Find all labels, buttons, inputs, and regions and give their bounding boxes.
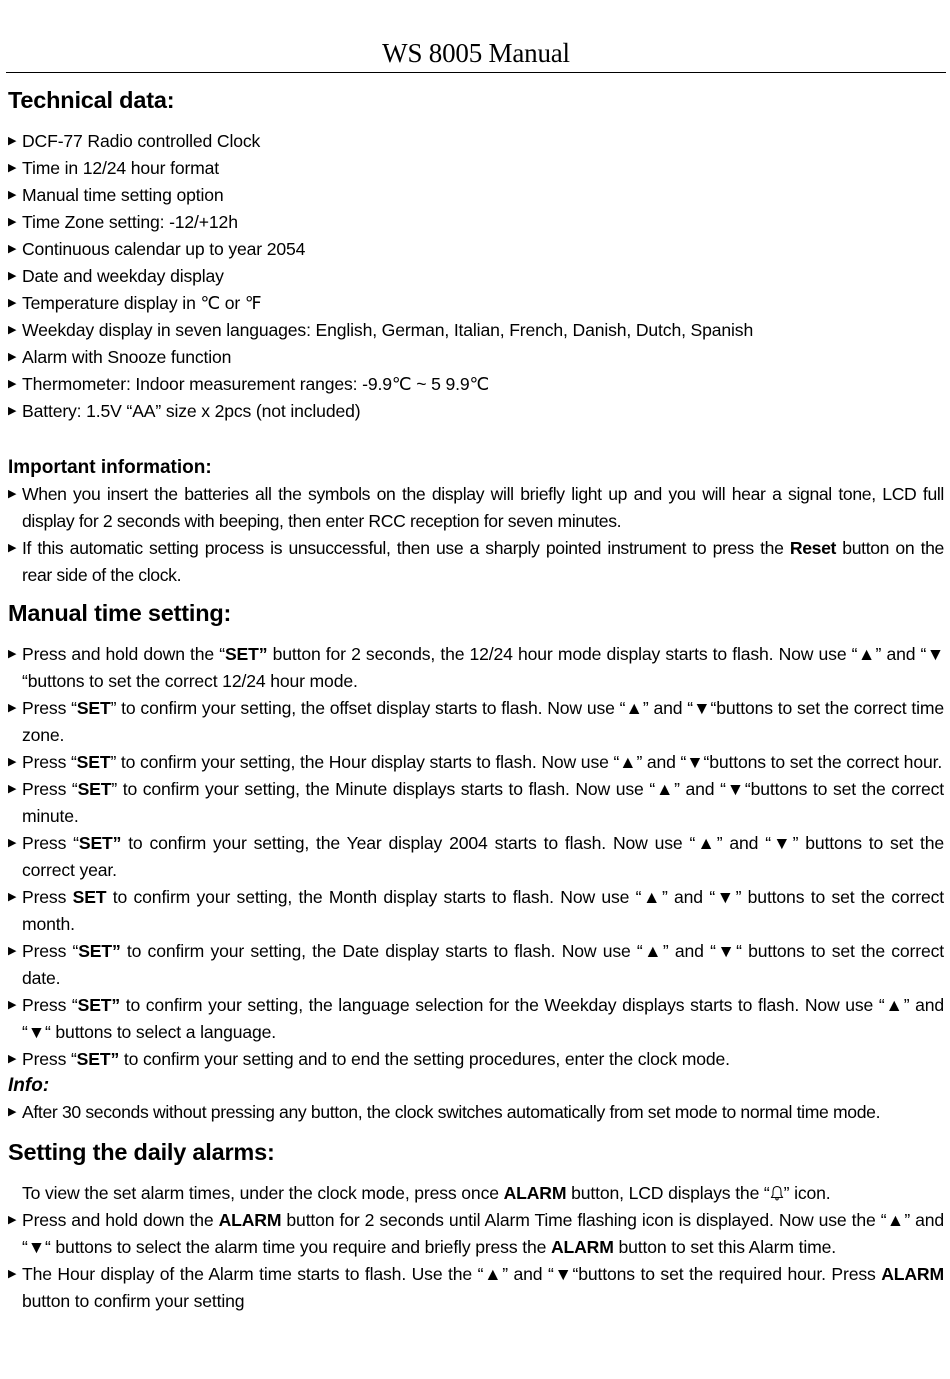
list-item: ▶ Press SET to confirm your setting, the Month display starts to flash. Now use “▲” and “▼” buttons to set the correct month. xyxy=(8,884,944,938)
list-item: ▶ DCF-77 Radio controlled Clock xyxy=(8,128,944,155)
set-button-label: SET xyxy=(72,887,107,907)
bullet-triangle-icon: ▶ xyxy=(8,999,17,1011)
bullet-triangle-icon: ▶ xyxy=(8,488,17,500)
manual-steps-list xyxy=(8,641,944,1073)
bullet-triangle-icon: ▶ xyxy=(8,1106,17,1118)
list-item: ▶ Press “SET” to confirm your setting, the Minute displays starts to flash. Now use “▲” and “▼“buttons to set the correct minute. xyxy=(8,776,944,830)
list-item: ▶ Alarm with Snooze function xyxy=(8,344,944,371)
section-important-information xyxy=(8,455,944,589)
bullet-triangle-icon: ▶ xyxy=(8,783,17,795)
list-item: ▶ After 30 seconds without pressing any button, the clock switches automatically from set mode to normal time mode. xyxy=(8,1099,944,1126)
document-body xyxy=(8,82,944,1315)
list-item: ▶ Battery: 1.5V “AA” size x 2pcs (not included) xyxy=(8,398,944,425)
set-button-label: SET” xyxy=(224,644,268,664)
bullet-triangle-icon: ▶ xyxy=(8,270,17,282)
bullet-triangle-icon: ▶ xyxy=(8,216,17,228)
bullet-triangle-icon: ▶ xyxy=(8,1268,17,1280)
bullet-triangle-icon: ▶ xyxy=(8,162,17,174)
section-heading: Technical data: xyxy=(8,87,175,113)
bullet-triangle-icon: ▶ xyxy=(8,189,17,201)
bullet-triangle-icon: ▶ xyxy=(8,945,17,957)
list-item: ▶ Press and hold down the ALARM button for 2 seconds until Alarm Time flashing icon is displayed. Now use the “▲” and “▼“ buttons to select the alarm time you require and briefly press the ALARM button to set this Alarm time. xyxy=(8,1207,944,1261)
bullet-triangle-icon: ▶ xyxy=(8,1053,17,1065)
bullet-triangle-icon: ▶ xyxy=(8,542,17,554)
info-list xyxy=(8,1099,944,1126)
list-item: ▶ Press “SET” to confirm your setting, the Year display 2004 starts to flash. Now use “▲” and “▼” buttons to set the correct year. xyxy=(8,830,944,884)
set-button-label: SET” xyxy=(78,941,121,961)
set-button-label: SET” xyxy=(78,833,122,853)
set-button-label: SET xyxy=(76,698,111,718)
list-item: ▶ Press “SET” to confirm your setting, the language selection for the Weekday displays starts to flash. Now use “▲” and “▼“ buttons to select a language. xyxy=(8,992,944,1046)
list-item: ▶ Thermometer: Indoor measurement ranges: -9.9℃ ~ 5 9.9℃ xyxy=(8,371,944,398)
alarm-button-label: ALARM xyxy=(503,1183,567,1203)
bullet-triangle-icon: ▶ xyxy=(8,891,17,903)
alarm-steps-list xyxy=(8,1207,944,1315)
list-item: ▶ When you insert the batteries all the symbols on the display will briefly light up and you will hear a signal tone, LCD full display for 2 seconds with beeping, then enter RCC reception for seven minutes. xyxy=(8,481,944,535)
list-item: ▶ Press “SET” to confirm your setting, the offset display starts to flash. Now use “▲” and “▼“buttons to set the correct time zone. xyxy=(8,695,944,749)
important-list xyxy=(8,481,944,589)
bullet-triangle-icon: ▶ xyxy=(8,135,17,147)
section-heading: Manual time setting: xyxy=(8,600,232,626)
list-item: ▶ Temperature display in ℃ or ℉ xyxy=(8,290,944,317)
set-button-label: SET” xyxy=(77,995,121,1015)
list-item: ▶ Manual time setting option xyxy=(8,182,944,209)
section-info xyxy=(8,1073,944,1126)
reset-button-label: Reset xyxy=(789,538,837,558)
spacer xyxy=(8,425,944,455)
alarm-intro: To view the set alarm times, under the clock mode, press once ALARM button, LCD displays the “ ” icon. xyxy=(22,1183,831,1203)
bullet-triangle-icon: ▶ xyxy=(8,648,17,660)
list-item: ▶ Time in 12/24 hour format xyxy=(8,155,944,182)
bullet-triangle-icon: ▶ xyxy=(8,243,17,255)
list-item: ▶ If this automatic setting process is unsuccessful, then use a sharply pointed instrument to press the Reset button on the rear side of the clock. xyxy=(8,535,944,589)
section-heading: Important information: xyxy=(8,457,212,478)
section-manual-time-setting xyxy=(8,595,944,1073)
bullet-triangle-icon: ▶ xyxy=(8,297,17,309)
technical-list xyxy=(8,128,944,425)
bullet-triangle-icon: ▶ xyxy=(8,405,17,417)
list-item: ▶ Date and weekday display xyxy=(8,263,944,290)
list-item: ▶ Continuous calendar up to year 2054 xyxy=(8,236,944,263)
page-title: WS 8005 Manual xyxy=(382,38,570,68)
list-item: ▶ Time Zone setting: -12/+12h xyxy=(8,209,944,236)
section-technical-data xyxy=(8,82,944,425)
list-item: ▶ Press and hold down the “SET” button for 2 seconds, the 12/24 hour mode display starts to flash. Now use “▲” and “▼ “buttons to set the correct 12/24 hour mode. xyxy=(8,641,944,695)
alarm-button-label: ALARM xyxy=(550,1237,614,1257)
section-daily-alarms xyxy=(8,1134,944,1315)
list-item: ▶ Press “SET” to confirm your setting and to end the setting procedures, enter the clock mode. xyxy=(8,1046,944,1073)
set-button-label: SET” xyxy=(76,1049,120,1069)
list-item: ▶ Weekday display in seven languages: English, German, Italian, French, Danish, Dutch, Spanish xyxy=(8,317,944,344)
set-button-label: SET xyxy=(76,752,111,772)
bullet-triangle-icon: ▶ xyxy=(8,1214,17,1226)
bullet-triangle-icon: ▶ xyxy=(8,837,17,849)
set-button-label: SET xyxy=(77,779,112,799)
list-item: ▶ Press “SET” to confirm your setting, the Date display starts to flash. Now use “▲” and “▼“ buttons to set the correct date. xyxy=(8,938,944,992)
alarm-button-label: ALARM xyxy=(218,1210,282,1230)
alarm-button-label: ALARM xyxy=(881,1264,944,1284)
bell-icon xyxy=(770,1185,784,1201)
bullet-triangle-icon: ▶ xyxy=(8,756,17,768)
section-heading: Info: xyxy=(8,1075,50,1096)
alarm-content xyxy=(8,1180,944,1315)
bullet-triangle-icon: ▶ xyxy=(8,702,17,714)
bullet-triangle-icon: ▶ xyxy=(8,324,17,336)
section-heading: Setting the daily alarms: xyxy=(8,1139,275,1165)
list-item: ▶ The Hour display of the Alarm time starts to flash. Use the “▲” and “▼“buttons to set the required hour. Press ALARM button to confirm your setting xyxy=(8,1261,944,1315)
bullet-triangle-icon: ▶ xyxy=(8,351,17,363)
bullet-triangle-icon: ▶ xyxy=(8,378,17,390)
list-item: ▶ Press “SET” to confirm your setting, the Hour display starts to flash. Now use “▲” and “▼“buttons to set the correct hour. xyxy=(8,749,944,776)
page-header xyxy=(6,36,946,73)
